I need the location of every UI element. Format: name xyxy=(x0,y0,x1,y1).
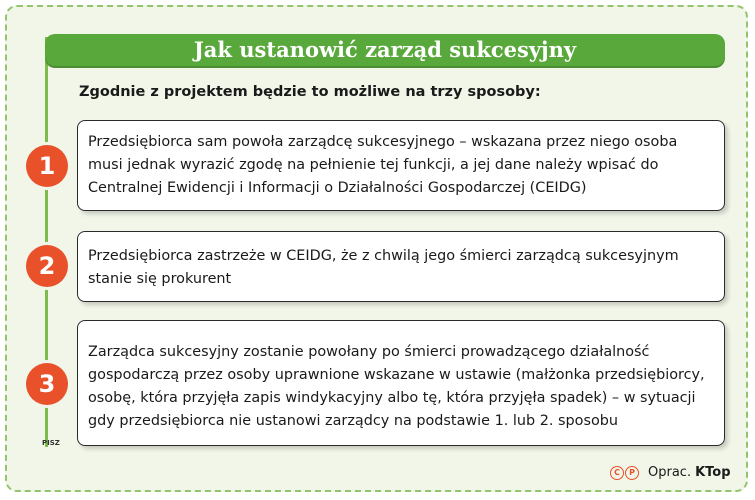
credit-prefix: Oprac. xyxy=(648,465,692,480)
credit-author: KTop xyxy=(695,465,731,480)
intro-text: Zgodnie z projektem będzie to możliwe na trzy sposoby: xyxy=(79,84,541,100)
step-text-1: Przedsiębiorca sam powoła zarządcę sukcesyjnego – wskazana przez niego osoba musi jednak wyrazić zgodę na pełnienie tej funkcji, a jej dane należy wpisać do Centralnej Ewidencji i Informacji o Działalności Gospodarczej (CEIDG) xyxy=(88,134,678,196)
step-text-3: Zarządca sukcesyjny zostanie powołany po śmierci prowadzącego działalność gospodarczą przez osoby uprawnione wskazane w ustawie (małżonka przedsiębiorcy, osobę, która przyjęła zapis windykacyjny albo tę, która przyjęła spadek) – w sytuacji gdy przedsiębiorca nie ustanowi zarządcy na podstawie 1. lub 2. sposobu xyxy=(88,344,705,429)
step-box-1 xyxy=(77,120,725,211)
step-number-2: 2 xyxy=(26,245,68,287)
step-box-3 xyxy=(77,320,725,446)
copyright-letter-p: P xyxy=(625,466,639,480)
copyright-letter-c: C xyxy=(610,466,624,480)
page-title: Jak ustanowić zarząd sukcesyjny xyxy=(45,34,725,66)
step-text-2: Przedsiębiorca zastrzeże w CEIDG, że z chwilą jego śmierci zarządcą sukcesyjnym stanie się prokurent xyxy=(88,248,679,287)
step-number-1: 1 xyxy=(26,145,68,187)
infographic-card xyxy=(5,5,748,492)
step-box-2 xyxy=(77,231,725,302)
copyright-icon xyxy=(610,466,640,480)
side-label: PISZ xyxy=(42,439,60,447)
credit xyxy=(610,465,731,480)
step-number-3: 3 xyxy=(26,363,68,405)
